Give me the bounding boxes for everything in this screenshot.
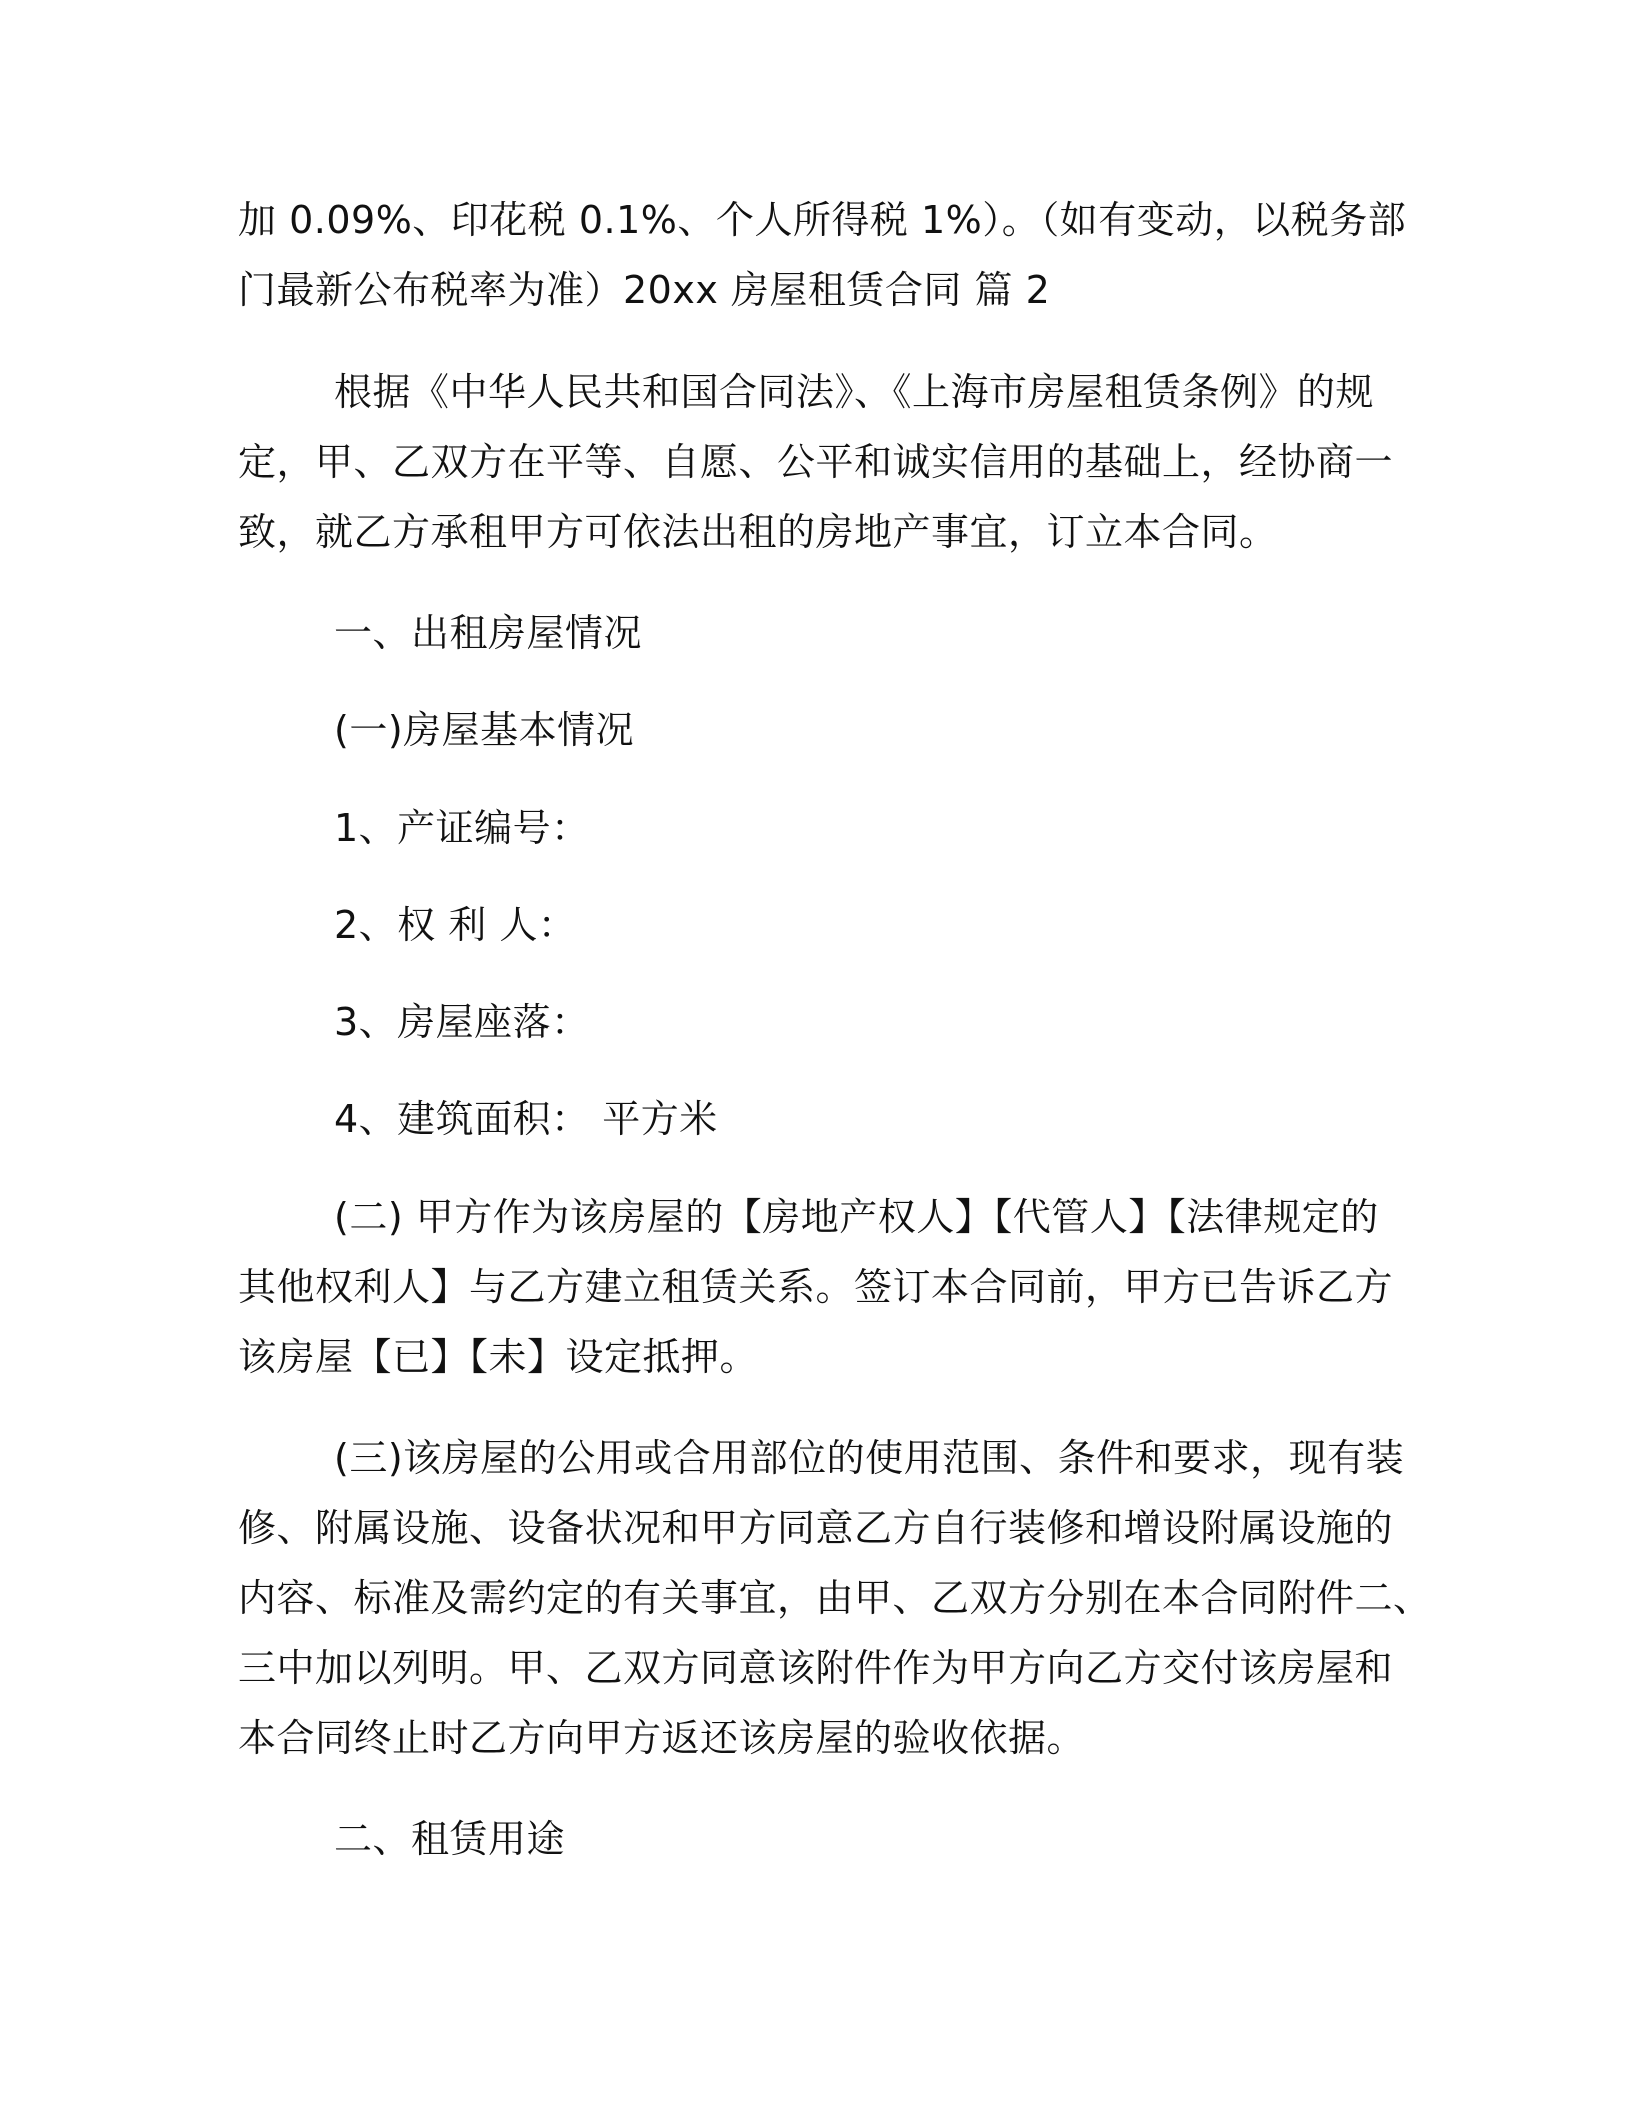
- text-line-preamble-1: 根据《中华人民共和国合同法》、《上海市房屋租赁条例》的规: [334, 370, 1375, 414]
- field-floor-area: 4、建筑面积： 平方米: [334, 1097, 718, 1141]
- field-property-location: 3、房屋座落：: [334, 1000, 590, 1044]
- text-line-tax-note-heading: 门最新公布税率为准）20xx 房屋租赁合同 篇 2: [238, 268, 1051, 312]
- section-heading-property: 一、出租房屋情况: [334, 611, 643, 655]
- text-line-clause-2-2: 其他权利人】与乙方建立租赁关系。签订本合同前，甲方已告诉乙方: [238, 1265, 1394, 1309]
- subsection-heading-basic-info: (一)房屋基本情况: [334, 708, 635, 752]
- field-certificate-number: 1、产证编号：: [334, 806, 590, 850]
- text-line-clause-3-1: (三)该房屋的公用或合用部位的使用范围、条件和要求，现有装: [334, 1436, 1405, 1480]
- text-line-clause-3-5: 本合同终止时乙方向甲方返还该房屋的验收依据。: [238, 1716, 1086, 1760]
- text-line-preamble-2: 定，甲、乙双方在平等、自愿、公平和诚实信用的基础上，经协商一: [238, 440, 1394, 484]
- section-heading-lease-purpose: 二、租赁用途: [334, 1817, 566, 1861]
- text-line-tax-rates: 加 0.09%、印花税 0.1%、个人所得税 1%）。（如有变动，以税务部: [238, 198, 1407, 242]
- text-line-clause-2-1: (二) 甲方作为该房屋的【房地产权人】【代管人】【法律规定的: [334, 1195, 1379, 1239]
- text-line-clause-3-3: 内容、标准及需约定的有关事宜，由甲、乙双方分别在本合同附件二、: [238, 1576, 1432, 1620]
- field-rights-holder: 2、权 利 人：: [334, 903, 577, 947]
- text-line-clause-3-4: 三中加以列明。甲、乙双方同意该附件作为甲方向乙方交付该房屋和: [238, 1646, 1394, 1690]
- text-line-clause-3-2: 修、附属设施、设备状况和甲方同意乙方自行装修和增设附属设施的: [238, 1506, 1394, 1550]
- text-line-clause-2-3: 该房屋【已】【未】设定抵押。: [238, 1335, 759, 1379]
- text-line-preamble-3: 致，就乙方承租甲方可依法出租的房地产事宜，订立本合同。: [238, 510, 1278, 554]
